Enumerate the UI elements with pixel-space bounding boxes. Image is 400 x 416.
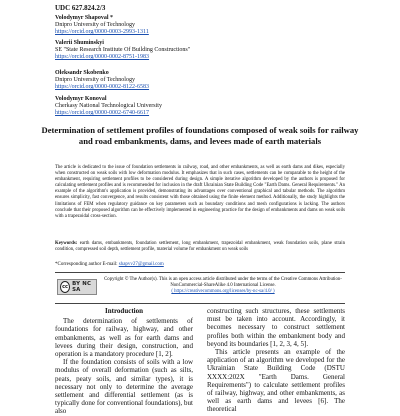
cc-license-badge[interactable]	[57, 279, 97, 295]
udc-code: UDC 627.824.2/3	[55, 4, 106, 12]
author-block-3	[55, 70, 149, 91]
paper-title: Determination of settlement profiles of foundations composed of weak soils for railway and road embankments, dams, and levees made of earth materials	[41, 125, 359, 146]
author-orcid-link[interactable]: https://orcid.org/0000-0003-2993-1311	[55, 29, 149, 35]
author-block-2	[55, 40, 190, 61]
corresponding-author	[55, 262, 164, 268]
body-column-left	[55, 307, 193, 416]
cc-badge-text: BY NC SA	[72, 281, 92, 293]
license-text	[103, 277, 343, 295]
corresponding-label: *Corresponding author E-mail:	[55, 262, 118, 267]
author-name: Valerii Shuminskyi	[55, 40, 104, 46]
author-block-4	[55, 96, 162, 117]
keywords	[55, 241, 345, 253]
corresponding-email-link[interactable]: shapvv27@gmail.com	[118, 262, 164, 267]
author-name: Volodymyr Shapoval *	[55, 15, 114, 21]
paragraph: This article presents an example of the application of an algorithm we developed for the Ukrainian State Building Code (DSTU XXXX:202X "Earth Dams. General Requirements") to calculate settlement profiles of railway, highway, and other embankments, as well as earth dams and levees [6]. The theoretical	[207, 348, 345, 414]
author-affiliation: Cherkasy National Technological University	[55, 103, 162, 109]
author-orcid-link[interactable]: https://orcid.org/0000-0002-8122-6583	[55, 84, 150, 90]
abstract: The article is dedicated to the issue of foundation settlements in railway, road, and other embankments, as well as earth dams and dikes, especially when constructed on weak soils with low deformation modulus. It emphasizes that in such cases, settlements can be comparable to the height of the embankment, requiring settlement profiles to be considered during design. A simple iterative algorithm developed by the authors is proposed for calculating settlement profiles and is recommended for inclusion in the draft Ukrainian State Building Code "Earth Dams. General Requirements." An example of the algorithm's application is provided, demonstrating its advantages over conventional graphical and tabular methods. The algorithm ensures simplicity, fast convergence, and results consistent with those obtained using the finite element method. Additionally, the study highlights the limitations of FEM when regulatory guidance on key parameters such as boundary conditions and mesh configurations is lacking. The authors conclude that their proposed algorithm can be effectively implemented in engineering practice for the design of embankments and dams on weak soils with a trapezoidal cross-section.	[55, 165, 345, 219]
paragraph: If the foundation consists of soils with a low modulus of overall deformation (such as silts, peats, peaty soils, and similar types), it is necessary not only to determine the average settlement and differential settlement (as is typically done for conventional foundations), but also	[55, 358, 193, 416]
license-url-link[interactable]: ( https://creativecommons.org/licenses/by-nc-sa/4.0/ )	[171, 289, 275, 294]
author-affiliation: SE "State Research Institute Of Building Constructions"	[55, 47, 191, 53]
cc-icon: cc	[60, 281, 70, 293]
author-name: Volodymyr Konoval	[55, 96, 107, 102]
paragraph: The determination of settlements of foundations for railway, highway, and other embankments, as well as for earth dams and levees during their design, construction, and operation is a mandatory procedure [1, 2].	[55, 317, 193, 359]
license-statement: Copyright © The Author(s). This is an open access article distributed under the terms of the Creative Commons Attribution-NonCommercial-ShareAlike 4.0 International License.	[104, 277, 342, 288]
author-affiliation: Dnipro University of Technology	[55, 22, 135, 28]
license-box	[55, 272, 345, 304]
author-orcid-link[interactable]: https://orcid.org/0000-0002-8751-1983	[55, 54, 150, 60]
keywords-list: earth dams, embankments, foundation settlement, long embankment, trapezoidal embankment, weak foundation soils, plane strain condition, compressed soil depth, settlement profile, material volume for embankment on weak soils	[55, 241, 345, 253]
author-affiliation: Dnipro University of Technology	[55, 77, 135, 83]
author-block-1	[55, 15, 149, 36]
keywords-label: Keywords:	[55, 241, 78, 246]
body-column-right	[207, 307, 345, 414]
paragraph: constructing such structures, these settlements must be taken into account. Accordingly, it becomes necessary to construct settlement profiles both within the embankment body and beyond its boundaries [1, 2, 3, 4, 5].	[207, 307, 345, 348]
author-orcid-link[interactable]: https://orcid.org/0000-0002-6740-6617	[55, 110, 150, 116]
author-name: Oleksandr Skobenko	[55, 70, 109, 76]
section-heading-introduction: Introduction	[105, 307, 143, 315]
